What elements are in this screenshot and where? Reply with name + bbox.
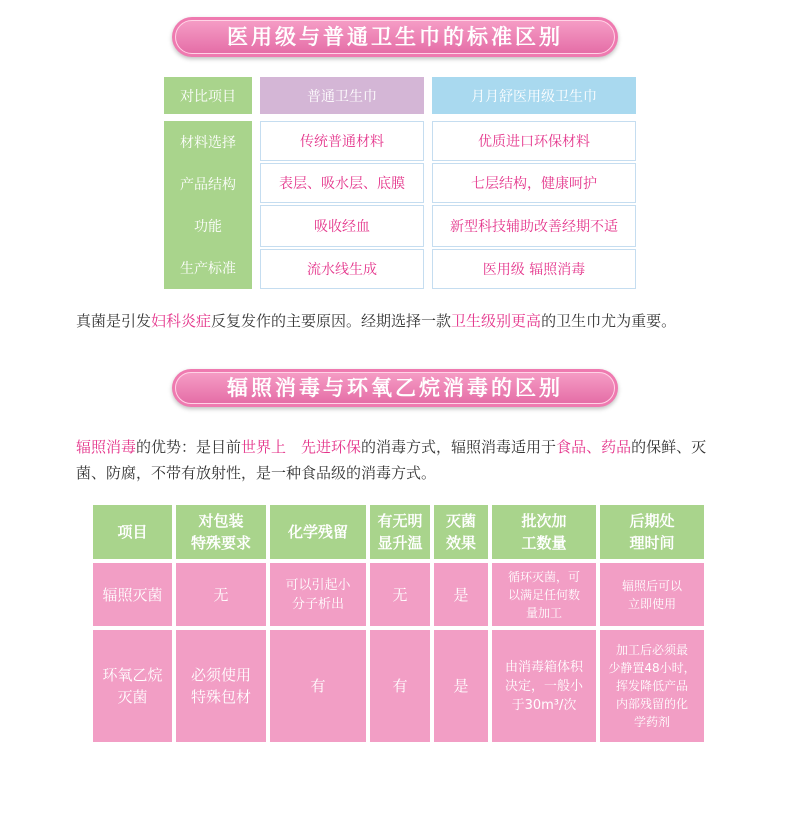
note-highlight: 世界上 先进环保 xyxy=(241,438,362,456)
table1-cell: 吸收经血 xyxy=(260,205,424,247)
table1-cell: 新型科技辅助改善经期不适 xyxy=(432,205,636,247)
row-label-function: 功能 xyxy=(194,219,222,235)
table2-cell: 有 xyxy=(370,630,430,742)
table1-cell: 表层、吸水层、底膜 xyxy=(260,163,424,203)
table2-cell: 有 xyxy=(270,630,366,742)
table2-header: 批次加 工数量 xyxy=(492,505,596,559)
banner-title: 医用级与普通卫生巾的标准区别 xyxy=(175,20,615,54)
table2-header: 有无明 显升温 xyxy=(370,505,430,559)
table2-header: 项目 xyxy=(93,505,172,559)
table2-cell: 是 xyxy=(434,563,488,626)
row-label-structure: 产品结构 xyxy=(180,177,236,193)
table2-cell: 是 xyxy=(434,630,488,742)
table1-cell: 七层结构，健康呵护 xyxy=(432,163,636,203)
table1-header-label: 对比项目 xyxy=(164,77,252,114)
note-text: 的卫生巾尤为重要。 xyxy=(541,312,677,330)
row-label-material: 材料选择 xyxy=(180,135,236,151)
table1-cell: 医用级 辐照消毒 xyxy=(432,249,636,289)
note-text: 反复发作的主要原因。经期选择一款 xyxy=(211,312,452,330)
table2-cell: 无 xyxy=(370,563,430,626)
note-fungus xyxy=(76,310,676,331)
table2-header: 对包装 特殊要求 xyxy=(176,505,266,559)
table2-cell: 辐照灭菌 xyxy=(93,563,172,626)
table1-header-medical: 月月舒医用级卫生巾 xyxy=(432,77,636,114)
note-highlight: 食品、药品 xyxy=(556,438,632,456)
note-text: 的消毒方式，辐照消毒适用于 xyxy=(361,438,557,456)
note-highlight: 妇科炎症 xyxy=(151,312,212,330)
note-text: 的优势：是目前 xyxy=(136,438,242,456)
title-banner-sterilization xyxy=(172,369,618,407)
note-text: 真菌是引发 xyxy=(76,312,152,330)
title-banner-standards xyxy=(172,17,618,57)
table2-cell: 辐照后可以 立即使用 xyxy=(600,563,704,626)
table2-cell: 可以引起小 分子析出 xyxy=(270,563,366,626)
table1-row-labels xyxy=(164,121,252,289)
note-highlight: 辐照消毒 xyxy=(76,438,137,456)
table1-cell: 优质进口环保材料 xyxy=(432,121,636,161)
note-highlight: 卫生级别更高 xyxy=(451,312,542,330)
table2-cell: 加工后必须最 少静置48小时， 挥发降低产品 内部残留的化 学药剂 xyxy=(600,630,704,742)
table2-cell: 无 xyxy=(176,563,266,626)
table1-header-regular: 普通卫生巾 xyxy=(260,77,424,114)
note-irradiation xyxy=(76,434,726,486)
banner-title: 辐照消毒与环氧乙烷消毒的区别 xyxy=(175,372,615,404)
note-text: 的保鲜、灭菌、防腐，不带有放射性，是一种食品级的消毒方式。 xyxy=(76,438,707,482)
table2-header: 后期处 理时间 xyxy=(600,505,704,559)
table2-cell: 环氧乙烷 灭菌 xyxy=(93,630,172,742)
row-label-standard: 生产标准 xyxy=(180,261,236,277)
table1-cell: 流水线生成 xyxy=(260,249,424,289)
table2-cell: 由消毒箱体积 决定，一般小 于30m³/次 xyxy=(492,630,596,742)
table1-cell: 传统普通材料 xyxy=(260,121,424,161)
table2-header: 灭菌 效果 xyxy=(434,505,488,559)
table2-cell: 必须使用 特殊包材 xyxy=(176,630,266,742)
table2-header: 化学残留 xyxy=(270,505,366,559)
table2-cell: 循环灭菌，可 以满足任何数 量加工 xyxy=(492,563,596,626)
